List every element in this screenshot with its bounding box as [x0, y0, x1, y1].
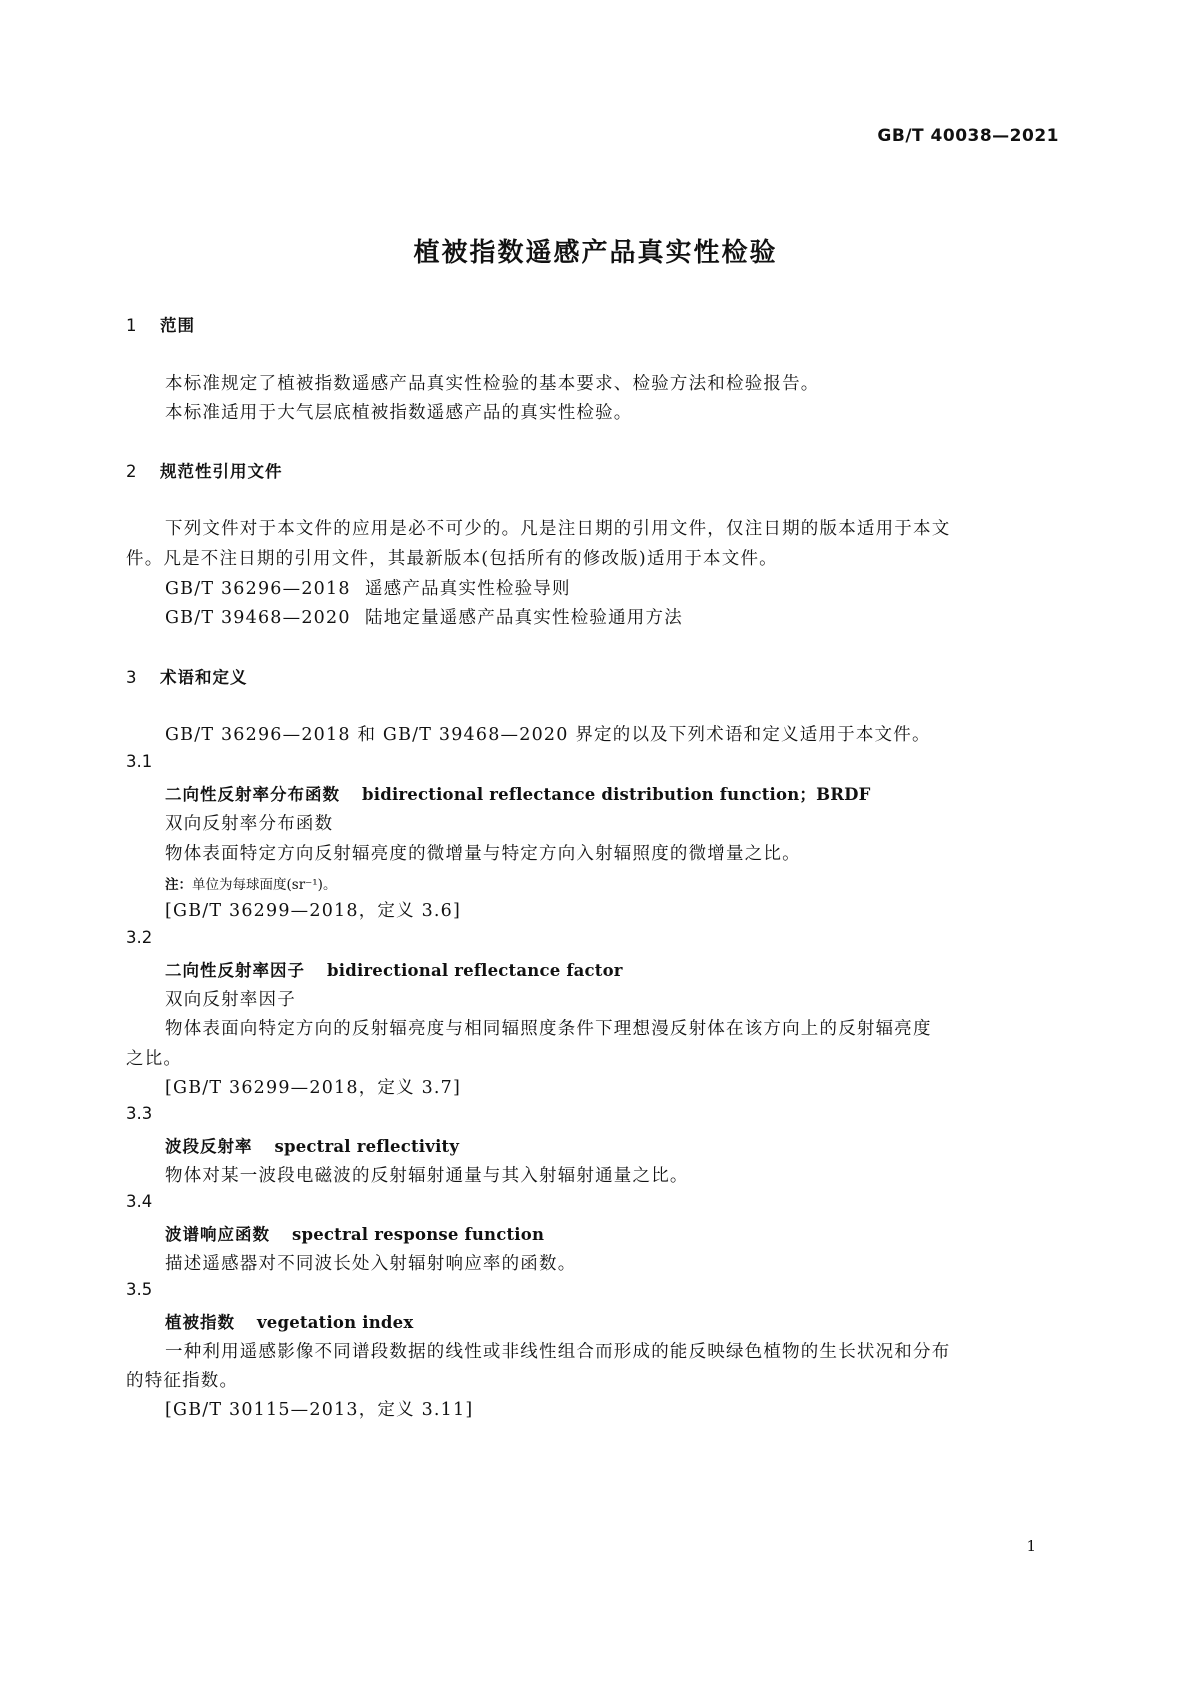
term-zh: 二向性反射率分布函数 [165, 785, 340, 804]
term-synonym: 双向反射率分布函数 [165, 814, 334, 834]
term-definition-continued: 之比。 [126, 1049, 183, 1069]
term-definition: 描述遥感器对不同波长处入射辐射响应率的函数。 [165, 1254, 577, 1274]
section-1-paragraph-1: 本标准规定了植被指数遥感产品真实性检验的基本要求、检验方法和检验报告。 [165, 374, 820, 394]
term-definition-continued: 的特征指数。 [126, 1371, 239, 1391]
reference-title: 遥感产品真实性检验导则 [365, 579, 571, 599]
section-1-paragraph-2: 本标准适用于大气层底植被指数遥感产品的真实性检验。 [165, 403, 633, 423]
term-source: [GB/T 36299—2018，定义 3.7] [165, 1078, 462, 1098]
term-source: [GB/T 30115—2013，定义 3.11] [165, 1400, 474, 1420]
term-en: bidirectional reflectance factor [327, 961, 623, 980]
reference-code: GB/T 39468—2020 [165, 608, 351, 628]
document-title: 植被指数遥感产品真实性检验 [413, 238, 778, 268]
term-en: spectral response function [292, 1225, 545, 1244]
term-entry [165, 781, 871, 805]
term-number: 3.4 [126, 1192, 153, 1211]
term-entry [165, 957, 623, 981]
section-3-intro: GB/T 36296—2018 和 GB/T 39468—2020 界定的以及下列术语和定义适用于本文件。 [165, 725, 931, 745]
reference-code: GB/T 36296—2018 [165, 579, 351, 599]
term-source: [GB/T 36299—2018，定义 3.6] [165, 901, 462, 921]
term-definition: 物体表面向特定方向的反射辐亮度与相同辐照度条件下理想漫反射体在该方向上的反射辐亮度 [165, 1019, 932, 1039]
term-entry [165, 1309, 413, 1333]
term-en: bidirectional reflectance distribution function；BRDF [362, 785, 871, 804]
page-number: 1 [1026, 1537, 1036, 1555]
term-definition: 物体对某一波段电磁波的反射辐射通量与其入射辐射通量之比。 [165, 1166, 689, 1186]
normative-reference [165, 604, 683, 629]
section-title: 规范性引用文件 [160, 462, 283, 481]
term-entry [165, 1133, 459, 1157]
note-text: 单位为每球面度(sr⁻¹)。 [192, 877, 337, 893]
section-number: 2 [126, 462, 138, 481]
term-en: vegetation index [257, 1313, 414, 1332]
term-definition: 一种利用遥感影像不同谱段数据的线性或非线性组合而形成的能反映绿色植物的生长状况和分布 [165, 1342, 951, 1362]
normative-reference [165, 575, 571, 600]
reference-title: 陆地定量遥感产品真实性检验通用方法 [365, 608, 683, 628]
term-zh: 波段反射率 [165, 1137, 253, 1156]
term-number: 3.1 [126, 752, 153, 771]
term-definition: 物体表面特定方向反射辐亮度的微增量与特定方向入射辐照度的微增量之比。 [165, 844, 801, 864]
section-number: 3 [126, 668, 138, 687]
term-zh: 二向性反射率因子 [165, 961, 305, 980]
term-number: 3.3 [126, 1104, 153, 1123]
term-note [165, 873, 336, 893]
section-title: 术语和定义 [160, 668, 248, 687]
term-en: spectral reflectivity [274, 1137, 460, 1156]
section-title: 范围 [160, 316, 195, 335]
section-3-heading [126, 664, 248, 688]
section-2-heading [126, 458, 283, 482]
term-entry [165, 1221, 544, 1245]
term-zh: 波谱响应函数 [165, 1225, 270, 1244]
term-number: 3.5 [126, 1280, 153, 1299]
section-2-paragraph-line-1: 下列文件对于本文件的应用是必不可少的。凡是注日期的引用文件，仅注日期的版本适用于本文 [165, 519, 951, 539]
term-synonym: 双向反射率因子 [165, 990, 296, 1010]
section-number: 1 [126, 316, 138, 335]
note-label: 注： [165, 877, 192, 893]
term-number: 3.2 [126, 928, 153, 947]
standard-number: GB/T 40038—2021 [877, 126, 1059, 146]
section-1-heading [126, 312, 195, 336]
section-2-paragraph-line-2: 件。凡是不注日期的引用文件，其最新版本(包括所有的修改版)适用于本文件。 [126, 549, 778, 569]
term-zh: 植被指数 [165, 1313, 235, 1332]
